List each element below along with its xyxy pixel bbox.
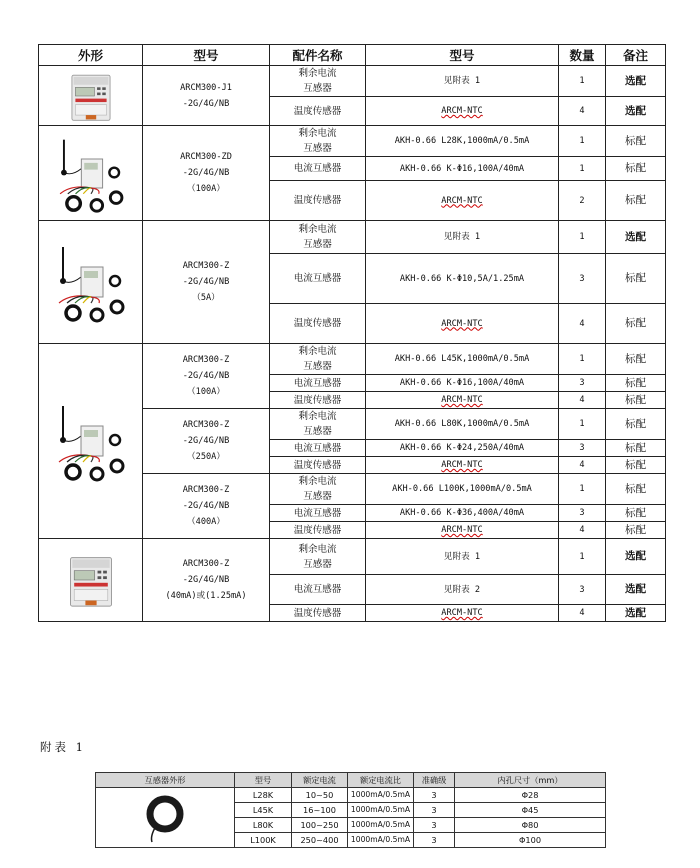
header-appearance: 外形 <box>39 45 143 66</box>
appendix-cell: L100K <box>235 833 292 848</box>
part-model-cell: AKH-0.66 L45K,1000mA/0.5mA <box>366 344 559 375</box>
appendix-title: 附表 1 <box>40 740 86 754</box>
quantity-cell: 3 <box>559 575 606 605</box>
header-remark: 备注 <box>606 45 666 66</box>
quantity-cell: 2 <box>559 181 606 221</box>
remark-cell: 标配 <box>606 375 666 392</box>
appendix-cell: 100~250 <box>292 818 348 833</box>
part-name-cell: 剩余电流 互感器 <box>270 344 366 375</box>
appendix-cell: L45K <box>235 803 292 818</box>
appendix-header: 准确级 <box>414 773 455 788</box>
part-name-cell: 温度传感器 <box>270 97 366 126</box>
part-name-cell: 电流互感器 <box>270 375 366 392</box>
appendix-header: 型号 <box>235 773 292 788</box>
remark-cell: 标配 <box>606 522 666 539</box>
appendix-header: 额定电流 <box>292 773 348 788</box>
quantity-cell: 1 <box>559 66 606 97</box>
appendix-header: 额定电流比 <box>348 773 414 788</box>
part-model-cell: 见附表 1 <box>366 221 559 254</box>
remark-cell: 选配 <box>606 221 666 254</box>
appendix-cell: 3 <box>414 833 455 848</box>
remark-cell: 标配 <box>606 181 666 221</box>
appendix-header: 互感器外形 <box>96 773 235 788</box>
quantity-cell: 1 <box>559 409 606 440</box>
part-name-cell: 电流互感器 <box>270 575 366 605</box>
appendix-cell: 250~400 <box>292 833 348 848</box>
part-name-cell: 温度传感器 <box>270 522 366 539</box>
model-cell: ARCM300-Z -2G/4G/NB （100A） <box>143 344 270 409</box>
remark-cell: 标配 <box>606 505 666 522</box>
product-image-cell <box>39 221 143 344</box>
remark-cell: 标配 <box>606 126 666 157</box>
part-name-cell: 剩余电流 互感器 <box>270 539 366 575</box>
appendix-header-row <box>96 773 606 788</box>
part-name-cell: 电流互感器 <box>270 254 366 304</box>
part-model-cell: ARCM-NTC <box>366 97 559 126</box>
part-name-cell: 电流互感器 <box>270 505 366 522</box>
header-quantity: 数量 <box>559 45 606 66</box>
part-name-cell: 电流互感器 <box>270 157 366 181</box>
part-model-cell: AKH-0.66 L28K,1000mA/0.5mA <box>366 126 559 157</box>
quantity-cell: 4 <box>559 522 606 539</box>
part-model-cell: AKH-0.66 K-Φ10,5A/1.25mA <box>366 254 559 304</box>
part-name-cell: 温度传感器 <box>270 605 366 622</box>
meter-device-image <box>60 70 122 122</box>
quantity-cell: 3 <box>559 375 606 392</box>
model-cell: ARCM300-ZD -2G/4G/NB （100A） <box>143 126 270 221</box>
table-row <box>39 66 666 97</box>
part-name-cell: 剩余电流 互感器 <box>270 409 366 440</box>
part-model-cell: AKH-0.66 K-Φ16,100A/40mA <box>366 157 559 181</box>
meter-device-image <box>60 552 122 608</box>
part-model-cell: 见附表 2 <box>366 575 559 605</box>
part-model-cell: ARCM-NTC <box>366 181 559 221</box>
part-name-cell: 剩余电流 互感器 <box>270 126 366 157</box>
quantity-cell: 4 <box>559 304 606 344</box>
part-name-cell: 温度传感器 <box>270 392 366 409</box>
remark-cell: 标配 <box>606 304 666 344</box>
part-model-cell: AKH-0.66 L80K,1000mA/0.5mA <box>366 409 559 440</box>
quantity-cell: 4 <box>559 97 606 126</box>
device-kit-image <box>51 130 131 217</box>
table-row <box>39 539 666 575</box>
remark-cell: 标配 <box>606 344 666 375</box>
remark-cell: 标配 <box>606 457 666 474</box>
table-row <box>39 344 666 375</box>
remark-cell: 标配 <box>606 409 666 440</box>
part-name-cell: 温度传感器 <box>270 181 366 221</box>
part-name-cell: 温度传感器 <box>270 457 366 474</box>
part-model-cell: ARCM-NTC <box>366 304 559 344</box>
product-image-cell <box>39 344 143 539</box>
quantity-cell: 1 <box>559 126 606 157</box>
ring-transformer-image <box>140 792 190 844</box>
quantity-cell: 1 <box>559 344 606 375</box>
appendix-cell: 1000mA/0.5mA <box>348 803 414 818</box>
part-model-cell: ARCM-NTC <box>366 392 559 409</box>
quantity-cell: 4 <box>559 392 606 409</box>
part-model-cell: AKH-0.66 K-Φ36,400A/40mA <box>366 505 559 522</box>
appendix-cell: 1000mA/0.5mA <box>348 833 414 848</box>
product-image-cell <box>39 539 143 622</box>
quantity-cell: 3 <box>559 440 606 457</box>
appendix-cell: 3 <box>414 818 455 833</box>
appendix-row <box>96 788 606 803</box>
model-cell: ARCM300-Z -2G/4G/NB (40mA)或(1.25mA) <box>143 539 270 622</box>
part-model-cell: AKH-0.66 L100K,1000mA/0.5mA <box>366 474 559 505</box>
part-model-cell: ARCM-NTC <box>366 605 559 622</box>
model-cell: ARCM300-Z -2G/4G/NB （400A） <box>143 474 270 539</box>
part-name-cell: 温度传感器 <box>270 304 366 344</box>
appendix-table <box>95 772 606 848</box>
ct-image-cell <box>96 788 235 848</box>
appendix-cell: L80K <box>235 818 292 833</box>
part-model-cell: ARCM-NTC <box>366 457 559 474</box>
remark-cell: 标配 <box>606 474 666 505</box>
appendix-cell: Φ28 <box>455 788 606 803</box>
appendix-cell: 1000mA/0.5mA <box>348 788 414 803</box>
remark-cell: 标配 <box>606 157 666 181</box>
part-name-cell: 剩余电流 互感器 <box>270 221 366 254</box>
quantity-cell: 4 <box>559 605 606 622</box>
part-model-cell: ARCM-NTC <box>366 522 559 539</box>
accessory-table <box>38 44 666 622</box>
appendix-cell: Φ100 <box>455 833 606 848</box>
remark-cell: 标配 <box>606 392 666 409</box>
appendix-cell: 10~50 <box>292 788 348 803</box>
header-part-name: 配件名称 <box>270 45 366 66</box>
remark-cell: 选配 <box>606 605 666 622</box>
quantity-cell: 4 <box>559 457 606 474</box>
part-name-cell: 剩余电流 互感器 <box>270 474 366 505</box>
remark-cell: 选配 <box>606 575 666 605</box>
header-model: 型号 <box>143 45 270 66</box>
quantity-cell: 1 <box>559 539 606 575</box>
remark-cell: 选配 <box>606 66 666 97</box>
appendix-header: 内孔尺寸（mm） <box>455 773 606 788</box>
appendix-cell: Φ80 <box>455 818 606 833</box>
quantity-cell: 1 <box>559 221 606 254</box>
header-row <box>39 45 666 66</box>
appendix-cell: 3 <box>414 788 455 803</box>
table-row <box>39 221 666 254</box>
appendix-cell: L28K <box>235 788 292 803</box>
model-cell: ARCM300-Z -2G/4G/NB （5A） <box>143 221 270 344</box>
part-model-cell: AKH-0.66 K-Φ24,250A/40mA <box>366 440 559 457</box>
appendix-cell: 1000mA/0.5mA <box>348 818 414 833</box>
product-image-cell <box>39 126 143 221</box>
quantity-cell: 1 <box>559 474 606 505</box>
remark-cell: 标配 <box>606 254 666 304</box>
part-name-cell: 剩余电流 互感器 <box>270 66 366 97</box>
quantity-cell: 3 <box>559 505 606 522</box>
remark-cell: 选配 <box>606 97 666 126</box>
remark-cell: 标配 <box>606 440 666 457</box>
product-image-cell <box>39 66 143 126</box>
part-model-cell: 见附表 1 <box>366 66 559 97</box>
quantity-cell: 1 <box>559 157 606 181</box>
model-cell: ARCM300-J1 -2G/4G/NB <box>143 66 270 126</box>
model-cell: ARCM300-Z -2G/4G/NB （250A） <box>143 409 270 474</box>
appendix-cell: 16~100 <box>292 803 348 818</box>
device-kit-image <box>51 227 131 337</box>
appendix-cell: 3 <box>414 803 455 818</box>
part-model-cell: AKH-0.66 K-Φ16,100A/40mA <box>366 375 559 392</box>
part-name-cell: 电流互感器 <box>270 440 366 457</box>
part-model-cell: 见附表 1 <box>366 539 559 575</box>
table-row <box>39 126 666 157</box>
device-kit-image <box>51 386 131 496</box>
appendix-cell: Φ45 <box>455 803 606 818</box>
header-part-model: 型号 <box>366 45 559 66</box>
remark-cell: 选配 <box>606 539 666 575</box>
quantity-cell: 3 <box>559 254 606 304</box>
